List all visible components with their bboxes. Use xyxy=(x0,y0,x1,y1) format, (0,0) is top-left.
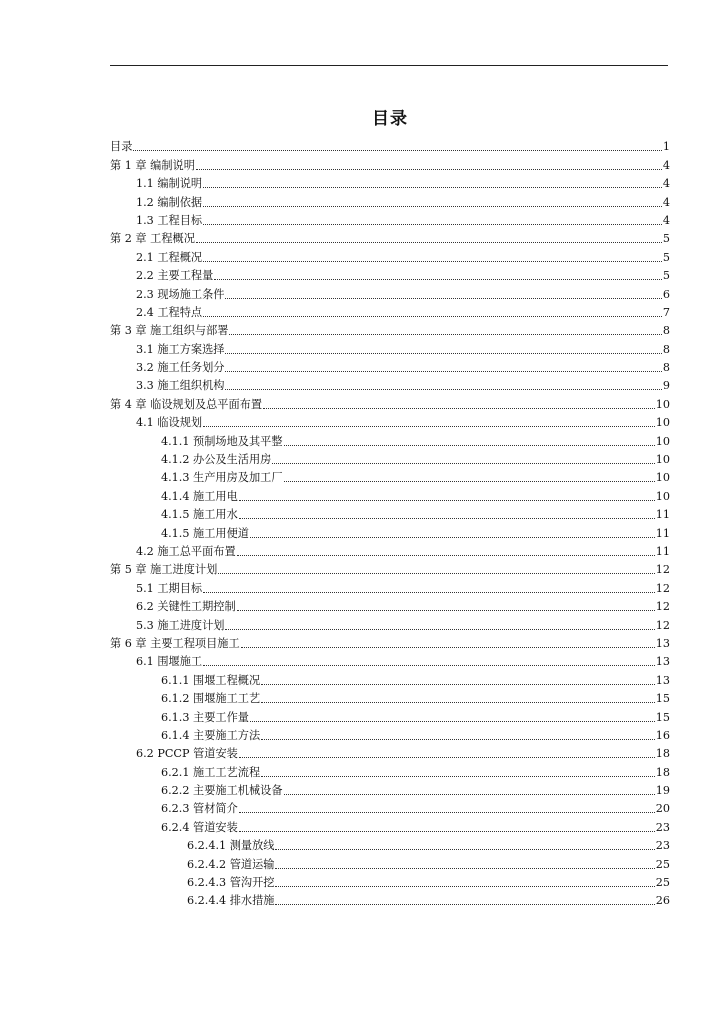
dot-leader xyxy=(237,610,655,611)
dot-leader xyxy=(203,316,662,317)
toc-entry[interactable] xyxy=(110,688,670,706)
toc-entry-label: 6.2 PCCP 管道安装 xyxy=(136,747,238,761)
dot-leader xyxy=(203,206,662,207)
toc-entry[interactable] xyxy=(110,430,670,448)
toc-entry[interactable] xyxy=(110,246,670,264)
toc-entry-page: 18 xyxy=(655,747,670,761)
dot-leader xyxy=(225,298,661,299)
toc-entry-label: 6.1.3 主要工作量 xyxy=(161,710,249,724)
dot-leader xyxy=(203,261,662,262)
toc-entry-page: 12 xyxy=(655,618,670,632)
dot-leader xyxy=(203,665,655,666)
dot-leader xyxy=(272,463,654,464)
dot-leader xyxy=(284,794,655,795)
toc-entry[interactable] xyxy=(110,633,670,651)
toc-entry[interactable] xyxy=(110,338,670,356)
toc-entry-label: 6.2.1 施工工艺流程 xyxy=(161,765,261,779)
toc-entry[interactable] xyxy=(110,228,670,246)
toc-entry[interactable] xyxy=(110,357,670,375)
toc-entry-label: 第 4 章 临设规划及总平面布置 xyxy=(110,397,263,411)
dot-leader xyxy=(225,389,661,390)
dot-leader xyxy=(250,721,655,722)
toc-entry-page: 5 xyxy=(662,250,670,264)
toc-entry[interactable] xyxy=(110,706,670,724)
dot-leader xyxy=(203,592,655,593)
toc-entry-page: 8 xyxy=(662,361,670,375)
toc-entry[interactable] xyxy=(110,669,670,687)
toc-entry-label: 2.4 工程特点 xyxy=(136,305,203,319)
toc-entry-label: 4.1.5 施工用水 xyxy=(161,508,238,522)
toc-entry-page: 12 xyxy=(655,600,670,614)
toc-entry[interactable] xyxy=(110,577,670,595)
header-rule xyxy=(110,65,668,66)
toc-entry[interactable] xyxy=(110,265,670,283)
toc-entry-page: 13 xyxy=(655,655,670,669)
toc-entry-page: 5 xyxy=(662,269,670,283)
toc-entry-label: 3.1 施工方案选择 xyxy=(136,342,225,356)
toc-entry[interactable] xyxy=(110,302,670,320)
toc-entry[interactable] xyxy=(110,596,670,614)
dot-leader xyxy=(275,886,654,887)
toc-entry-page: 4 xyxy=(662,195,670,209)
toc-entry[interactable] xyxy=(110,504,670,522)
toc-entry-page: 12 xyxy=(655,581,670,595)
toc-entry-label: 1.3 工程目标 xyxy=(136,213,203,227)
toc-entry[interactable] xyxy=(110,890,670,908)
toc-entry[interactable] xyxy=(110,559,670,577)
toc-entry-label: 6.2.4.4 排水措施 xyxy=(187,894,275,908)
toc-entry-label: 第 6 章 主要工程项目施工 xyxy=(110,636,240,650)
toc-entry-page: 1 xyxy=(662,140,670,154)
toc-entry[interactable] xyxy=(110,210,670,228)
toc-entry-page: 9 xyxy=(662,379,670,393)
toc-entry-page: 18 xyxy=(655,765,670,779)
toc-entry[interactable] xyxy=(110,541,670,559)
dot-leader xyxy=(261,684,655,685)
toc-entry-page: 8 xyxy=(662,324,670,338)
toc-entry[interactable] xyxy=(110,412,670,430)
toc-entry-page: 11 xyxy=(655,526,670,540)
toc-entry-label: 6.2.4.2 管道运输 xyxy=(187,857,275,871)
toc-entry-page: 23 xyxy=(655,820,670,834)
toc-entry-label: 第 5 章 施工进度计划 xyxy=(110,563,218,577)
dot-leader xyxy=(263,408,655,409)
toc-entry-page: 12 xyxy=(655,563,670,577)
toc-entry-label: 4.1.4 施工用电 xyxy=(161,489,238,503)
dot-leader xyxy=(196,169,662,170)
toc-entry[interactable] xyxy=(110,872,670,890)
toc-entry-label: 6.1.1 围堰工程概况 xyxy=(161,673,261,687)
toc-entry-page: 11 xyxy=(655,544,670,558)
toc-entry[interactable] xyxy=(110,375,670,393)
toc-entry-page: 15 xyxy=(655,710,670,724)
toc-entry-label: 6.2.3 管材简介 xyxy=(161,802,238,816)
toc-entry-page: 10 xyxy=(655,434,670,448)
toc-entry-page: 20 xyxy=(655,802,670,816)
toc-entry[interactable] xyxy=(110,835,670,853)
toc-entry-label: 6.2.4 管道安装 xyxy=(161,820,238,834)
toc-entry-label: 第 2 章 工程概况 xyxy=(110,232,195,246)
toc-entry-label: 6.2.4.3 管沟开挖 xyxy=(187,876,275,890)
dot-leader xyxy=(261,776,655,777)
toc-entry-page: 4 xyxy=(662,213,670,227)
toc-entry[interactable] xyxy=(110,816,670,834)
toc-entry[interactable] xyxy=(110,283,670,301)
toc-entry[interactable] xyxy=(110,761,670,779)
toc-entry-label: 6.2.4.1 测量放线 xyxy=(187,839,275,853)
toc-entry-page: 10 xyxy=(655,489,670,503)
toc-title: 目录 xyxy=(372,109,408,129)
toc-entry[interactable] xyxy=(110,651,670,669)
toc-entry-page: 5 xyxy=(662,232,670,246)
toc-entry-label: 4.1.2 办公及生活用房 xyxy=(161,453,272,467)
toc-entry[interactable] xyxy=(110,467,670,485)
dot-leader xyxy=(275,904,654,905)
toc-entry[interactable] xyxy=(110,743,670,761)
toc-entry-page: 13 xyxy=(655,636,670,650)
toc-entry[interactable] xyxy=(110,485,670,503)
toc-entry-label: 5.3 施工进度计划 xyxy=(136,618,225,632)
dot-leader xyxy=(239,757,655,758)
dot-leader xyxy=(261,702,655,703)
dot-leader xyxy=(275,868,654,869)
toc-entry-label: 1.1 编制说明 xyxy=(136,177,203,191)
dot-leader xyxy=(275,849,654,850)
toc-entry[interactable] xyxy=(110,449,670,467)
toc-entry-label: 4.1 临设规划 xyxy=(136,416,203,430)
toc-entry[interactable] xyxy=(110,780,670,798)
dot-leader xyxy=(237,555,655,556)
toc-entry-page: 10 xyxy=(655,397,670,411)
toc-entry-label: 4.1.5 施工用便道 xyxy=(161,526,249,540)
dot-leader xyxy=(239,500,655,501)
dot-leader xyxy=(203,426,655,427)
toc-entry-label: 3.3 施工组织机构 xyxy=(136,379,225,393)
toc-entry-page: 23 xyxy=(655,839,670,853)
toc-entry-label: 6.1.2 围堰施工工艺 xyxy=(161,692,261,706)
toc-entry-label: 2.3 现场施工条件 xyxy=(136,287,225,301)
dot-leader xyxy=(284,481,655,482)
toc-entry-page: 10 xyxy=(655,416,670,430)
toc-entry-label: 4.1.3 生产用房及加工厂 xyxy=(161,471,283,485)
toc-entry-page: 19 xyxy=(655,784,670,798)
toc-entry-page: 15 xyxy=(655,692,670,706)
toc-entry-page: 25 xyxy=(655,876,670,890)
toc-entry[interactable] xyxy=(110,853,670,871)
dot-leader xyxy=(239,831,655,832)
toc-entry-label: 6.1 围堰施工 xyxy=(136,655,203,669)
dot-leader xyxy=(250,537,655,538)
dot-leader xyxy=(225,371,661,372)
toc-entry-label: 目录 xyxy=(110,140,133,154)
toc-entry-label: 1.2 编制依据 xyxy=(136,195,203,209)
toc-entry-label: 2.2 主要工程量 xyxy=(136,269,214,283)
toc-entry[interactable] xyxy=(110,725,670,743)
dot-leader xyxy=(229,334,661,335)
toc-entry[interactable] xyxy=(110,393,670,411)
toc-entry-label: 6.1.4 主要施工方法 xyxy=(161,728,261,742)
dot-leader xyxy=(284,445,655,446)
toc-entry-page: 10 xyxy=(655,453,670,467)
toc-entry-label: 第 1 章 编制说明 xyxy=(110,158,195,172)
toc-entry-label: 2.1 工程概况 xyxy=(136,250,203,264)
toc-entry-label: 3.2 施工任务划分 xyxy=(136,361,225,375)
toc-entry-label: 6.2.2 主要施工机械设备 xyxy=(161,784,283,798)
toc-entry-page: 16 xyxy=(655,728,670,742)
dot-leader xyxy=(241,647,655,648)
toc-entry[interactable] xyxy=(110,136,670,154)
toc-entry-label: 4.1.1 预制场地及其平整 xyxy=(161,434,283,448)
toc-entry-page: 11 xyxy=(655,508,670,522)
dot-leader xyxy=(214,279,662,280)
toc-entry[interactable] xyxy=(110,614,670,632)
dot-leader xyxy=(239,518,655,519)
toc-entry-page: 8 xyxy=(662,342,670,356)
toc-entry[interactable] xyxy=(110,191,670,209)
toc-entry-page: 4 xyxy=(662,177,670,191)
toc-entry[interactable] xyxy=(110,320,670,338)
dot-leader xyxy=(261,739,655,740)
toc-entry-page: 25 xyxy=(655,857,670,871)
dot-leader xyxy=(225,629,654,630)
toc-entry[interactable] xyxy=(110,173,670,191)
toc-entry-page: 13 xyxy=(655,673,670,687)
toc-entry-label: 5.1 工期目标 xyxy=(136,581,203,595)
toc-entry[interactable] xyxy=(110,522,670,540)
toc-entry[interactable] xyxy=(110,798,670,816)
toc-entry-label: 6.2 关键性工期控制 xyxy=(136,600,236,614)
toc-entry-page: 26 xyxy=(655,894,670,908)
toc-entry[interactable] xyxy=(110,154,670,172)
dot-leader xyxy=(218,573,654,574)
dot-leader xyxy=(239,812,655,813)
toc-entry-page: 6 xyxy=(662,287,670,301)
toc-entry-page: 4 xyxy=(662,158,670,172)
dot-leader xyxy=(203,187,662,188)
toc-entry-page: 7 xyxy=(662,305,670,319)
dot-leader xyxy=(133,150,661,151)
dot-leader xyxy=(203,224,662,225)
toc-entry-label: 第 3 章 施工组织与部署 xyxy=(110,324,229,338)
toc-entry-label: 4.2 施工总平面布置 xyxy=(136,544,236,558)
toc-entry-page: 10 xyxy=(655,471,670,485)
dot-leader xyxy=(225,353,661,354)
dot-leader xyxy=(196,242,662,243)
toc-list xyxy=(110,136,670,908)
